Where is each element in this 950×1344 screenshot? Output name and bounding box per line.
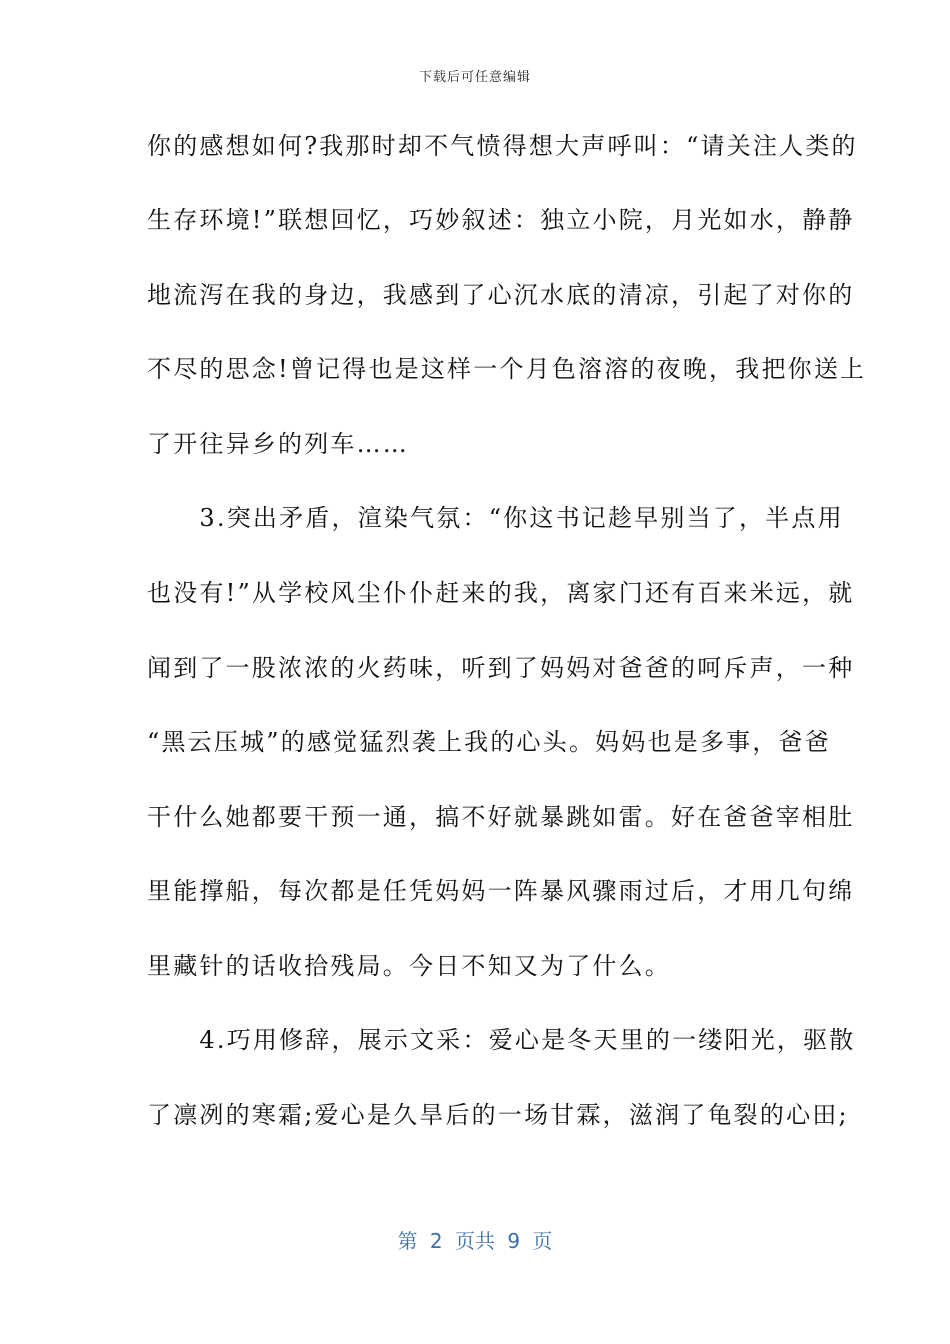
text-line: 干什么她都要干预一通，搞不好就暴跳如雷。好在爸爸宰相肚 (147, 803, 855, 831)
text-line: 闻到了一股浓浓的火药味，听到了妈妈对爸爸的呵斥声，一种 (147, 654, 855, 682)
text-line: 你的感想如何?我那时却不气愤得想大声呼叫：“请关注人类的 (147, 132, 858, 160)
page-header: 下载后可任意编辑 (418, 70, 531, 85)
text-line: 生存环境!”联想回忆，巧妙叙述：独立小院，月光如水，静静 (147, 206, 855, 234)
text-line: 了凛冽的寒霜;爱心是久旱后的一场甘霖，滋润了龟裂的心田; (147, 1101, 849, 1129)
text-line: 也没有!”从学校风尘仆仆赶来的我，离家门还有百来米远，就 (147, 579, 855, 607)
text-line: 不尽的思念!曾记得也是这样一个月色溶溶的夜晚，我把你送上 (147, 355, 867, 383)
text-line: 3.突出矛盾，渲染气氛：“你这书记趁早别当了，半点用 (147, 504, 844, 532)
text-line: “黑云压城”的感觉猛烈袭上我的心头。妈妈也是多事，爸爸 (147, 728, 831, 756)
text-line: 4.巧用修辞，展示文采：爱心是冬天里的一缕阳光，驱散 (147, 1026, 856, 1054)
page-number-footer: 第 2 页共 9 页 (397, 1229, 553, 1253)
text-line: 地流泻在我的身边，我感到了心沉水底的清凉，引起了对你的 (147, 281, 855, 309)
text-line: 里能撑船，每次都是任凭妈妈一阵暴风骤雨过后，才用几句绵 (147, 877, 855, 905)
text-line: 了开往异乡的列车…… (147, 430, 409, 458)
text-line: 里藏针的话收拾残局。今日不知又为了什么。 (147, 952, 671, 980)
